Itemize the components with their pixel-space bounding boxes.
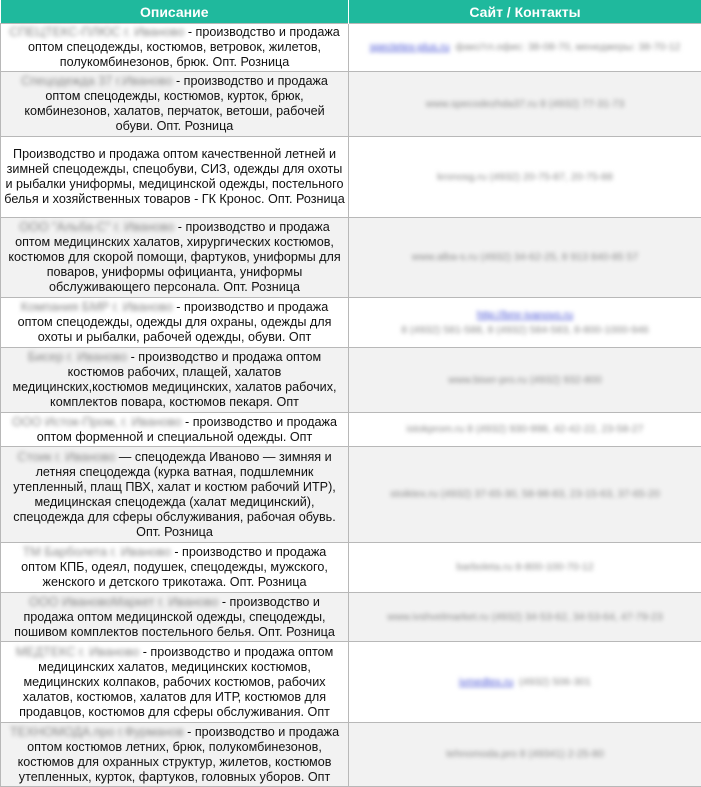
company-name: Спецодежда 37 г.Иваново xyxy=(21,74,172,88)
table-row xyxy=(1,413,701,447)
company-name: ТМ Барболета г. Иваново xyxy=(23,545,171,559)
website-link[interactable]: http://bmr-ivanovo.ru xyxy=(477,309,573,321)
company-name: Бисер г. Иваново xyxy=(28,350,127,364)
description-cell xyxy=(1,298,349,348)
contact-text: tehnomoda.pro 8 (49341) 2-25-80 xyxy=(446,748,604,760)
description-text: - производство и продажа оптом медицинских халатов, медицинских костюмов, медицинских колпаков, рабочих костюмов, рабочих халатов, костюмов, халатов для ИТР, костюмов для продавцов, костюмов для сферы обслуживания. Опт xyxy=(19,645,333,719)
description-cell xyxy=(1,348,349,413)
table-row xyxy=(1,543,701,593)
description-text: Производство и продажа оптом качественной летней и зимней спецодежды, спецобуви, СИЗ, одежды для охоты и рыбалки униформы, медицинской одежды, постельного белья и хозяйственных товаров - ГК Кронос. Опт. Розница xyxy=(4,147,344,206)
description-text: - производство и продажа оптом спецодежды, костюмов, ветровок, жилетов, полукомбинезонов, брюк. Опт. Розница xyxy=(28,25,340,69)
header-row xyxy=(1,0,701,24)
description-cell xyxy=(1,24,349,72)
description-cell xyxy=(1,642,349,723)
contact-text: stoiktex.ru (4932) 37-65-30, 58-98-83, 23-15-63, 37-65-20 xyxy=(390,488,660,500)
table-row xyxy=(1,137,701,218)
contact-cell xyxy=(349,413,701,447)
contact-cell xyxy=(349,543,701,593)
contact-cell xyxy=(349,723,701,787)
description-cell xyxy=(1,72,349,137)
description-cell xyxy=(1,218,349,298)
description-text: - производство и продажа оптом костюмов рабочих, плащей, халатов медицинских,костюмов медицинских, халатов рабочих, комплектов повара, костюмов пекаря. Опт xyxy=(13,350,337,409)
company-name: Компания БМР г. Иваново xyxy=(21,300,173,314)
description-cell xyxy=(1,137,349,218)
table-row xyxy=(1,24,701,72)
description-text: - производство и продажа оптом КПБ, одеял, подушек, спецодежды, мужского, женского и детского трикотажа. Опт. Розница xyxy=(21,545,328,589)
contact-cell xyxy=(349,447,701,543)
contact-text: www.specodezhda37.ru 8 (4932) 77-31-73 xyxy=(426,98,624,110)
company-name: СПЕЦТЕКС-ПЛЮС г. Иваново xyxy=(9,25,184,39)
description-text: - производство и продажа оптом спецодежды, одежды для охраны, одежды для охоты и рыбалки, рабочей одежды, обуви. Опт xyxy=(18,300,332,344)
contact-cell xyxy=(349,642,701,723)
table-row xyxy=(1,72,701,137)
contact-cell xyxy=(349,593,701,642)
header-description: Описание xyxy=(1,0,349,24)
contact-cell xyxy=(349,137,701,218)
description-text: - производство и продажа оптом костюмов летних, брюк, полукомбинезонов, костюмов для охранных структур, жилетов, костюмов утепленных, курток, фартуков, головных уборов. Опт xyxy=(18,725,340,784)
contact-text: istokprom.ru 8 (4932) 930-998, 42-42-22, 23-58-27 xyxy=(407,423,644,435)
contact-text: www.biser-pro.ru (4932) 932-800 xyxy=(448,374,602,386)
website-link[interactable]: spectetex-plus.ru xyxy=(370,41,450,53)
description-cell xyxy=(1,543,349,593)
contact-text: (4932) 506-301 xyxy=(519,676,591,688)
contact-cell xyxy=(349,348,701,413)
description-text: - производство и продажа оптом форменной и специальной одежды. Опт xyxy=(37,415,337,444)
contact-text: barboleta.ru 8-800-100-70-12 xyxy=(456,561,593,573)
table-row xyxy=(1,348,701,413)
company-name: ООО Исток-Пром, г. Иваново xyxy=(12,415,181,429)
contact-text: 8 (4932) 581-588, 8 (4932) 584-583, 8-800-1000-946 xyxy=(401,324,649,336)
company-name: МЕДТЕКС г. Иваново xyxy=(16,645,139,659)
table-row xyxy=(1,642,701,723)
company-name: Стоик г. Иваново xyxy=(17,450,115,464)
header-contacts: Сайт / Контакты xyxy=(349,0,701,24)
description-text: - производство и продажа оптом спецодежды, костюмов, курток, брюк, комбинезонов, халатов, перчаток, ветоши, рабочей обуви. Опт. Розница xyxy=(24,74,328,133)
description-text: — спецодежда Иваново — зимняя и летняя спецодежда (курка ватная, подшлемник утепленный, плащ ПВХ, халат и костюм рабочий ИТР), медицинская спецодежда (халат медицинский), спецодежда для сферы обслуживания, рабочая обувь. Опт. Розница xyxy=(13,450,336,539)
description-cell xyxy=(1,447,349,543)
description-cell xyxy=(1,593,349,642)
contact-text: www.alba-s.ru (4932) 34-62-25, 8 913 840-85 57 xyxy=(412,251,638,263)
contact-cell xyxy=(349,218,701,298)
contact-cell xyxy=(349,24,701,72)
table-row xyxy=(1,593,701,642)
company-name: ТЕХНОМОДА.про г.Фурманов xyxy=(10,725,184,739)
description-cell xyxy=(1,413,349,447)
table-row xyxy=(1,298,701,348)
table-row xyxy=(1,447,701,543)
contact-text: www.ivshvelmarket.ru (4932) 34-53-62, 34-53-64, 47-79-23 xyxy=(387,611,662,623)
description-text: - производство и продажа оптом медицинских халатов, хирургических костюмов, костюмов для скорой помощи, фартуков, униформы для поваров, униформы официанта, униформы обслуживающего персонала. Опт. Розница xyxy=(8,220,340,294)
contact-cell xyxy=(349,298,701,348)
company-name: ООО "Альба-С" г. Иваново xyxy=(19,220,174,234)
contact-text: kronosg.ru (4932) 20-75-87, 20-75-88 xyxy=(437,171,613,183)
website-link[interactable]: ivmedtex.ru xyxy=(459,676,513,688)
description-text: - производство и продажа оптом медицинской одежды, спецодежды, пошивом комплектов постельного белья. Опт. Розница xyxy=(14,595,335,639)
contact-text: факс/тл.офис: 38-08-70, менеджеры: 38-70-12 xyxy=(455,41,680,53)
description-cell xyxy=(1,723,349,787)
company-name: ООО ИвановоМаркет г. Иваново xyxy=(29,595,218,609)
table-row xyxy=(1,218,701,298)
contact-cell xyxy=(349,72,701,137)
table-row xyxy=(1,723,701,787)
